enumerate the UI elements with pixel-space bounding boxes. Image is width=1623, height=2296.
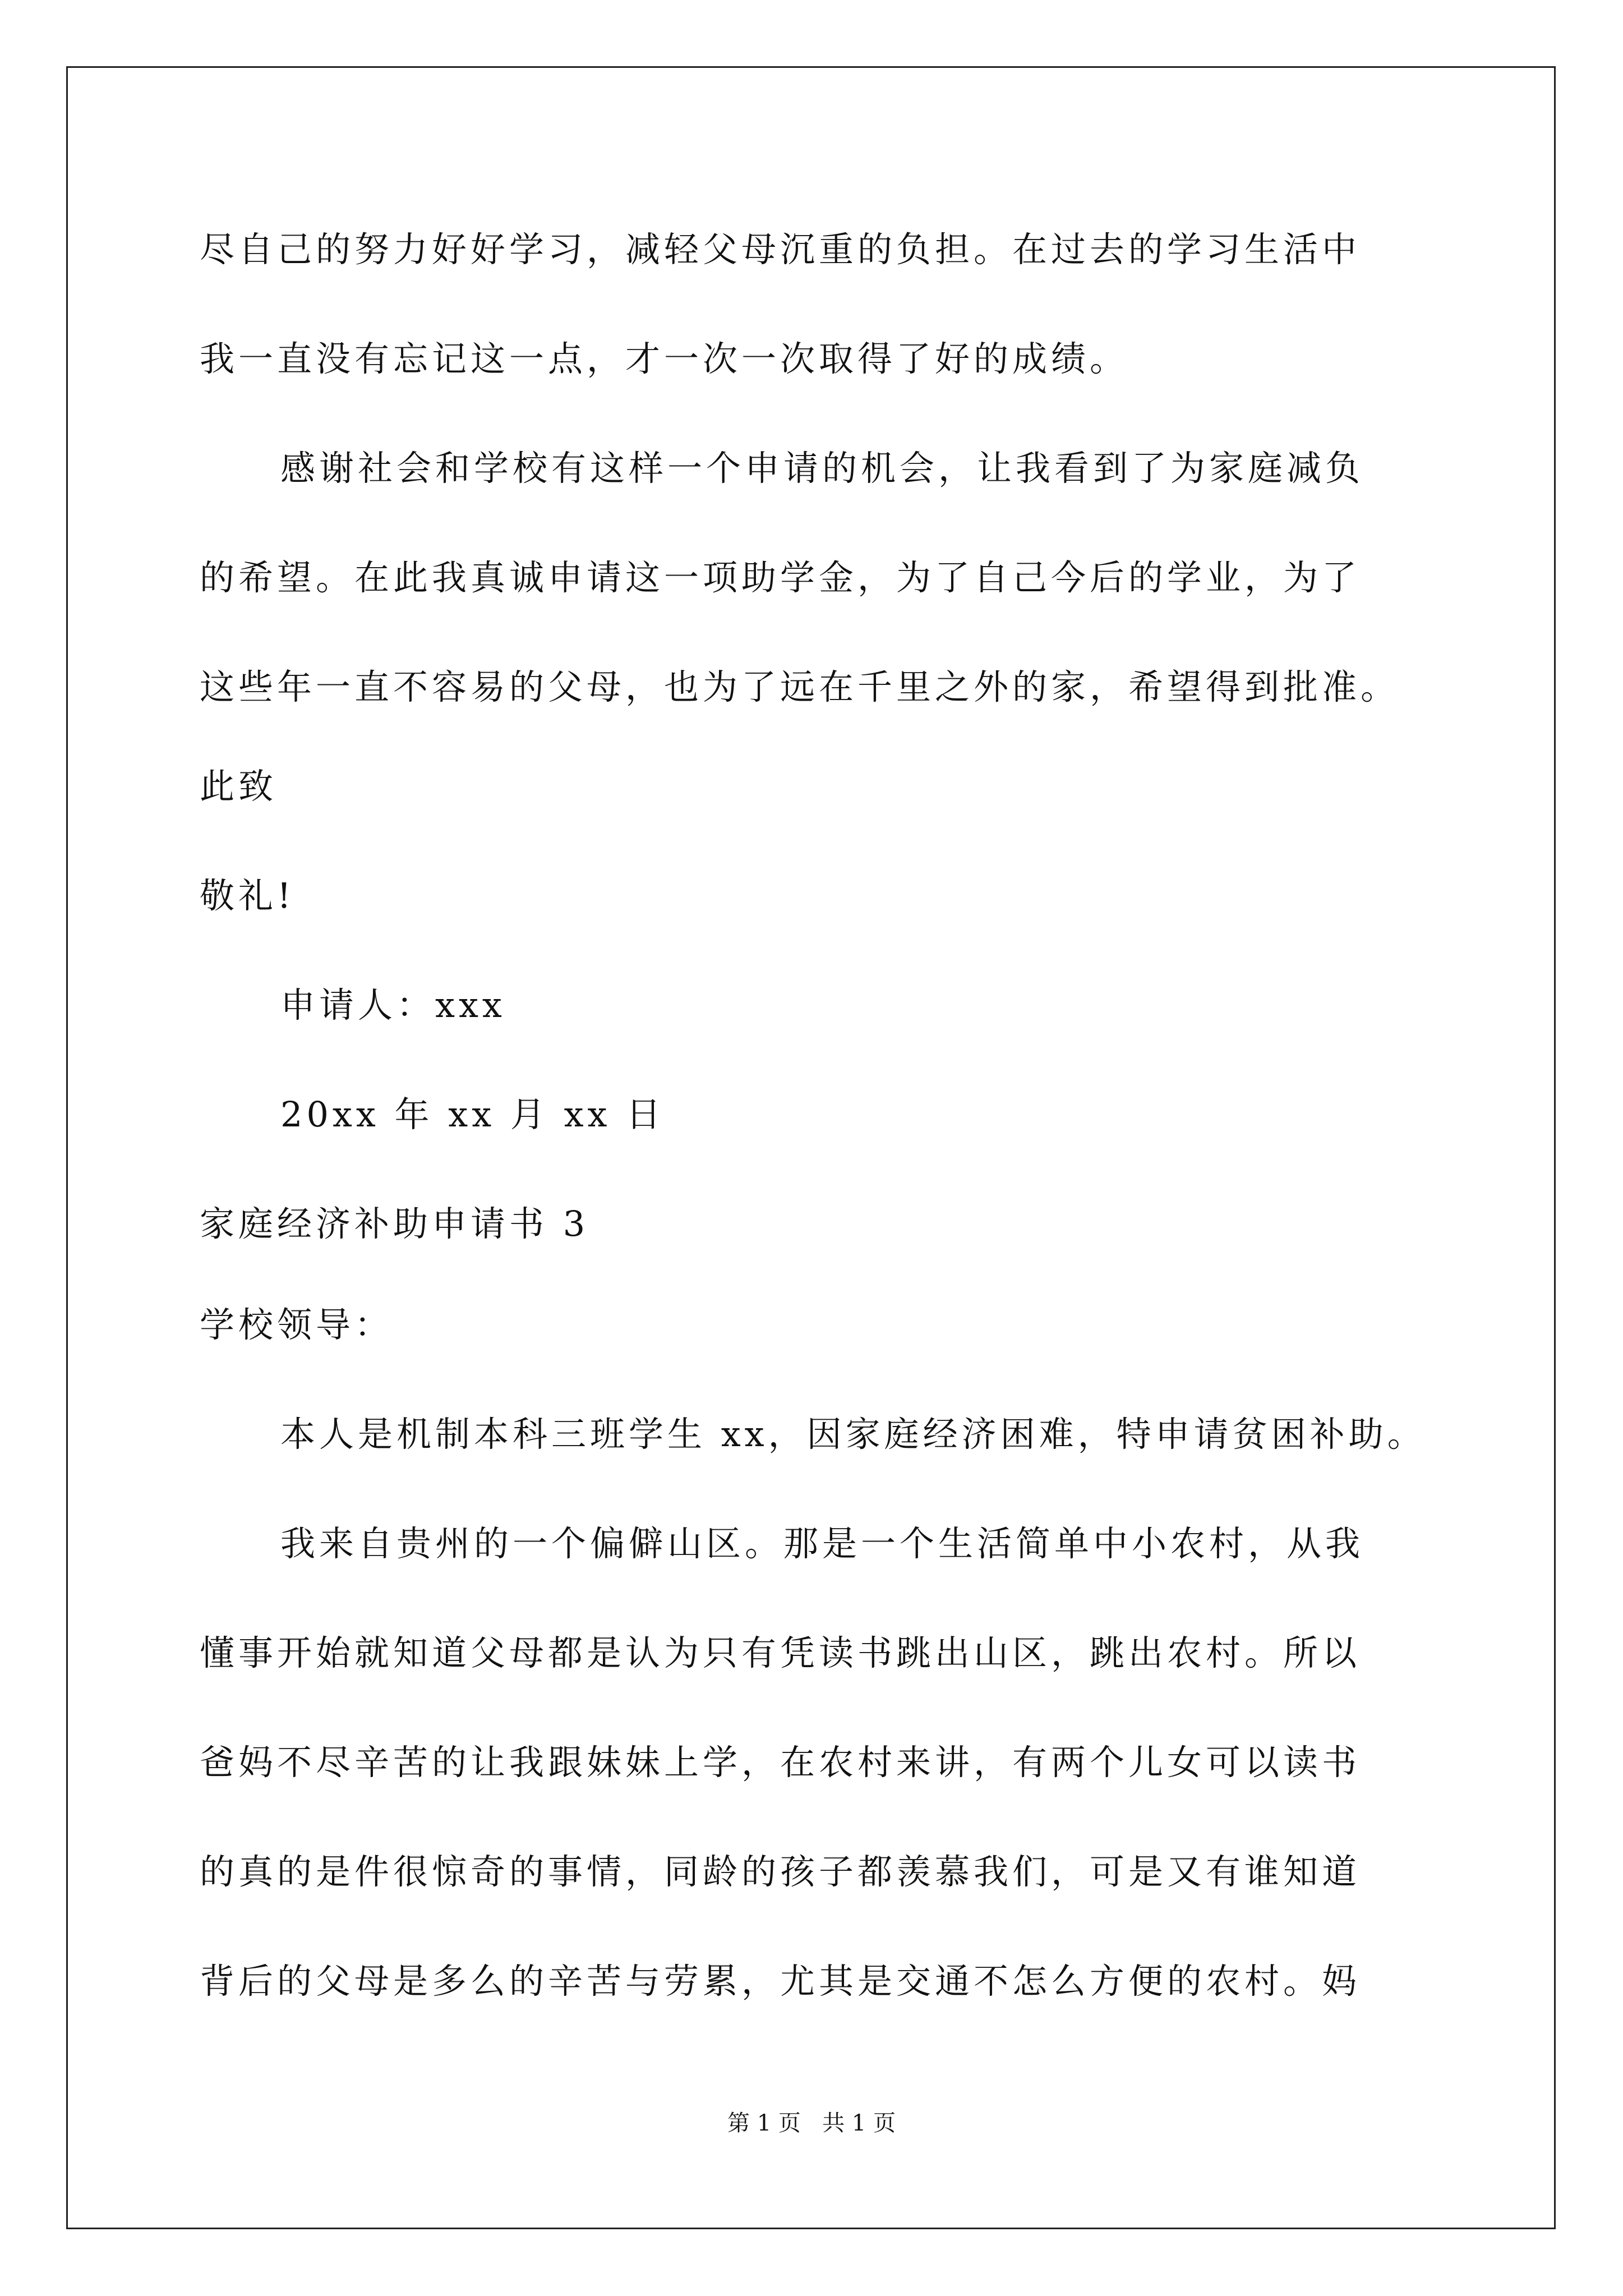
date-line: 20xx 年 xx 月 xx 日 (280, 1094, 665, 1135)
body-line: 本人是机制本科三班学生 xx，因家庭经济困难，特申请贫困补助。 (280, 1414, 1426, 1455)
page-footer: 第 1 页 共 1 页 (727, 2110, 896, 2136)
body-line: 懂事开始就知道父母都是认为只有凭读书跳出山区，跳出农村。所以 (200, 1632, 1361, 1673)
recipient-line: 学校领导： (200, 1304, 394, 1345)
body-line: 背后的父母是多么的辛苦与劳累，尤其是交通不怎么方便的农村。妈 (200, 1961, 1361, 2001)
body-line: 的真的是件很惊奇的事情，同龄的孩子都羡慕我们，可是又有谁知道 (200, 1851, 1361, 1892)
applicant-signature: 申请人：xxx (280, 984, 506, 1025)
body-line: 这些年一直不容易的父母，也为了远在千里之外的家，希望得到批准。 (200, 666, 1400, 707)
closing-regards: 敬礼! (200, 875, 295, 916)
body-line: 的希望。在此我真诚申请这一项助学金，为了自己今后的学业，为了 (200, 557, 1361, 598)
body-line: 感谢社会和学校有这样一个申请的机会，让我看到了为家庭减负 (280, 448, 1364, 489)
page-border (66, 66, 1556, 2229)
body-line: 爸妈不尽辛苦的让我跟妹妹上学，在农村来讲，有两个儿女可以读书 (200, 1742, 1361, 1783)
body-line: 我来自贵州的一个偏僻山区。那是一个生活简单中小农村，从我 (280, 1523, 1364, 1564)
body-line: 尽自己的努力好好学习，减轻父母沉重的负担。在过去的学习生活中 (200, 229, 1361, 270)
section-title: 家庭经济补助申请书 3 (200, 1203, 589, 1244)
closing-salutation: 此致 (200, 766, 278, 807)
body-line: 我一直没有忘记这一点，才一次一次取得了好的成绩。 (200, 338, 1129, 379)
